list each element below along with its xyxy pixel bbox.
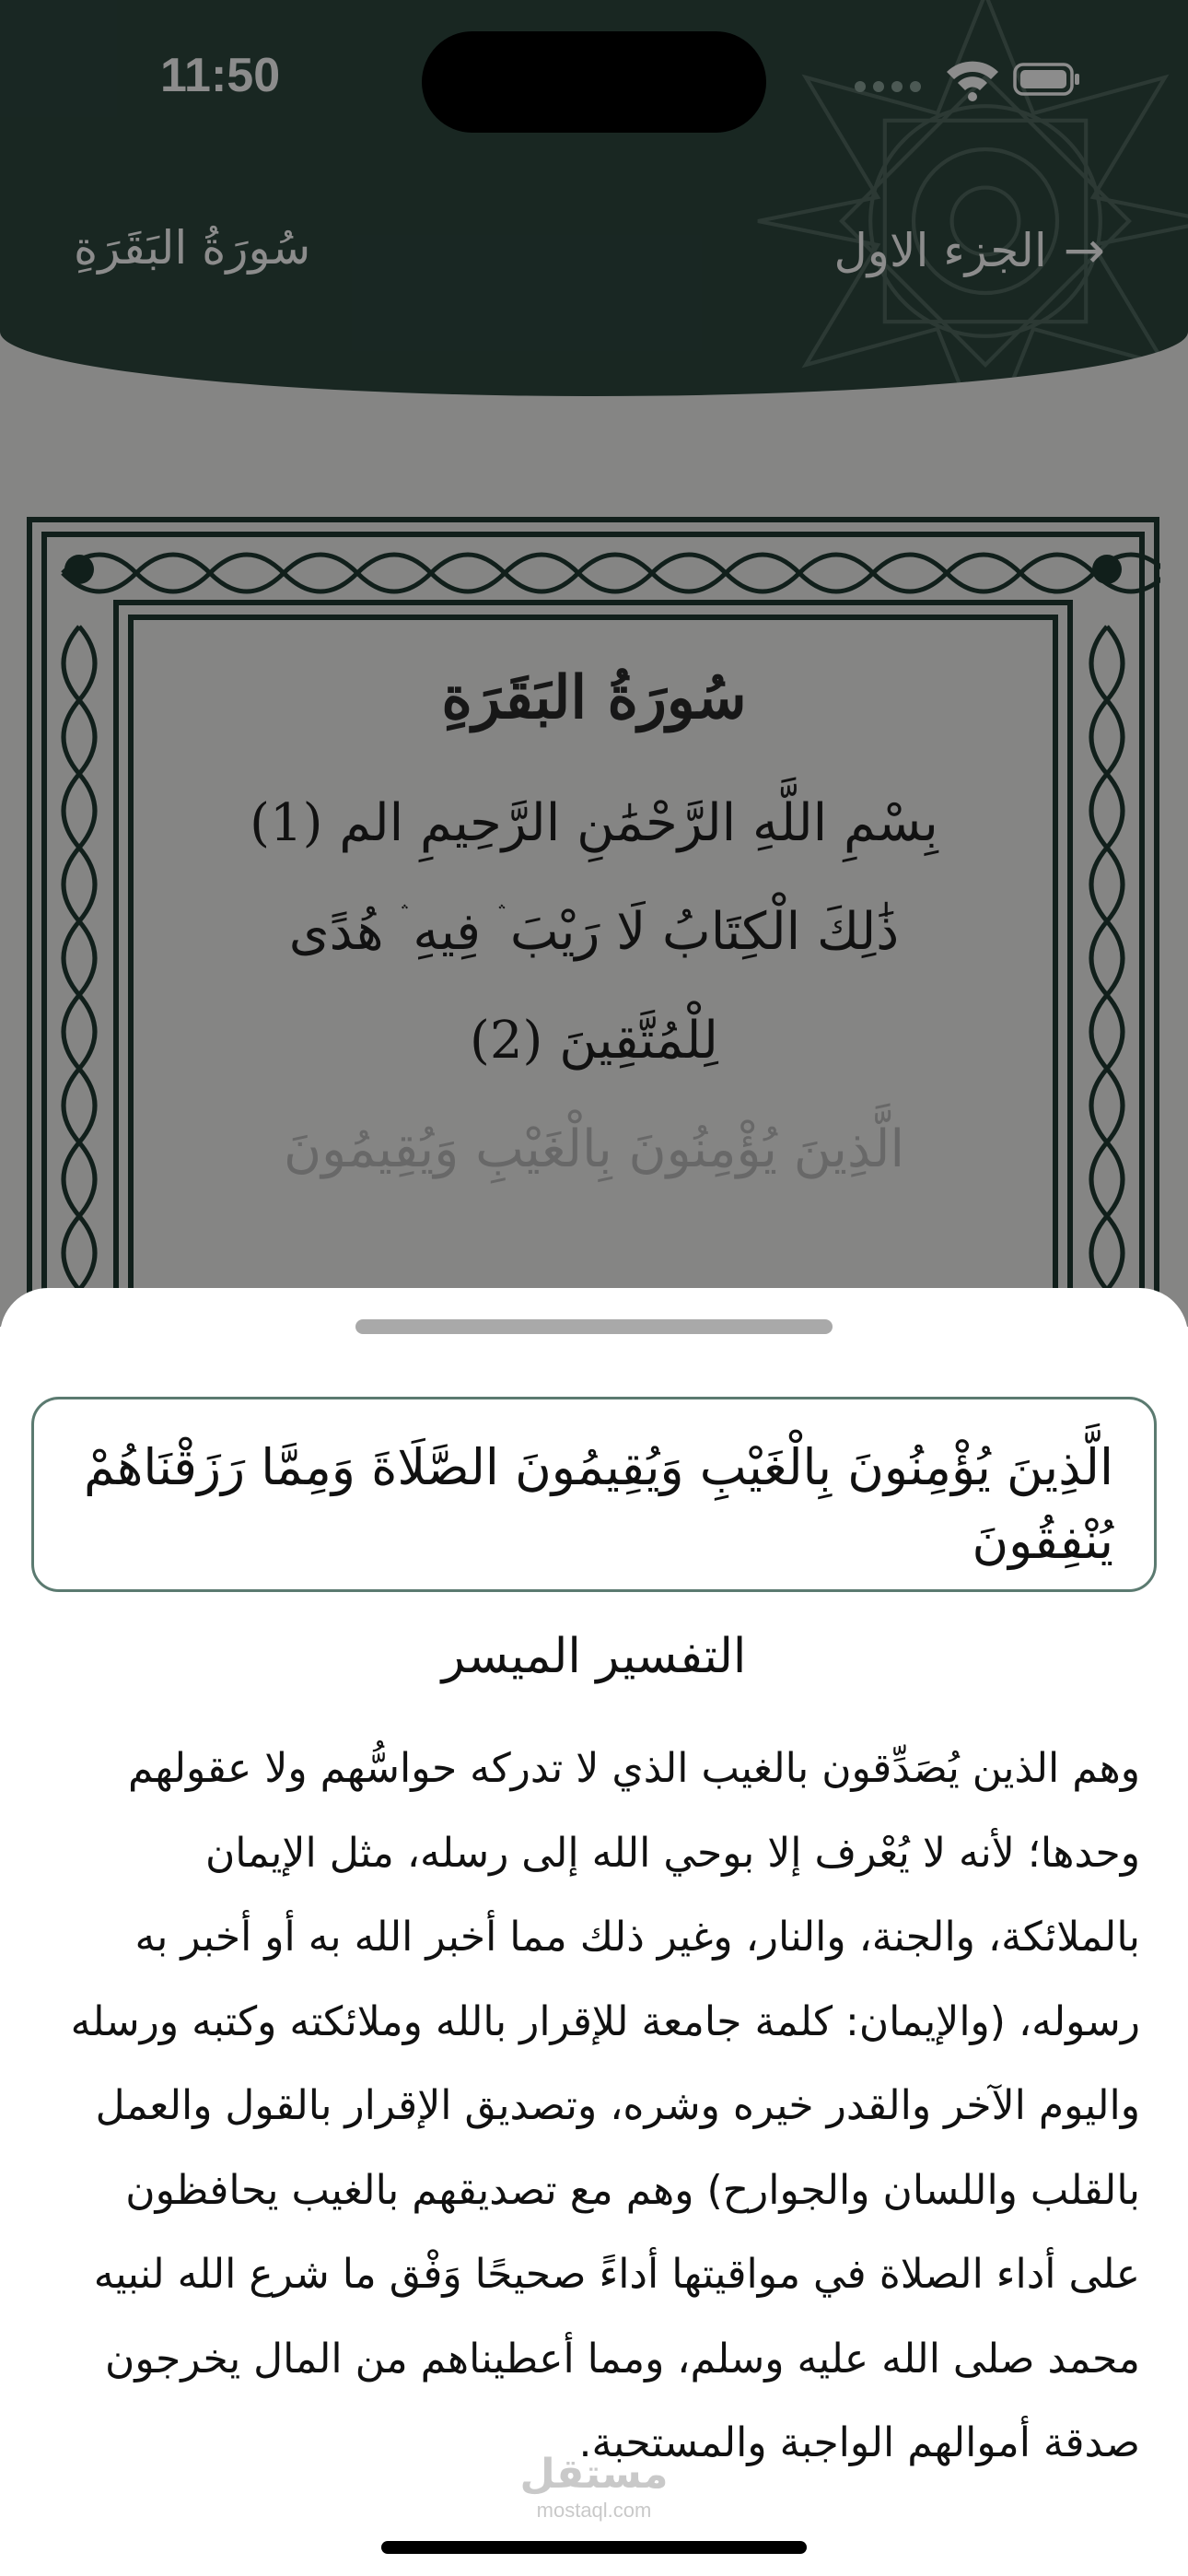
verse-line[interactable]: ذَٰلِكَ الْكِتَابُ لَا رَيْبَ ۛ فِيهِ ۛ هُدًى bbox=[288, 902, 900, 962]
verse-line[interactable]: الَّذِينَ يُؤْمِنُونَ بِالْغَيْبِ وَيُقِيمُونَ bbox=[284, 1119, 904, 1179]
header-surah-title: سُورَةُ البَقَرَةِ bbox=[74, 221, 311, 275]
sheet-grabber-handle[interactable] bbox=[355, 1319, 833, 1334]
juz-label: الجزء الاول bbox=[833, 223, 1047, 277]
tafsir-title-text: التفسير الميسر bbox=[441, 1629, 747, 1684]
watermark-latin: mostaql.com bbox=[536, 2499, 652, 2522]
tafsir-bottom-sheet bbox=[0, 1288, 1188, 2576]
tafsir-text: وهم الذين يُصَدِّقون بالغيب الذي لا تدركه حواسُّهم ولا عقولهم وحدها؛ لأنه لا يُعْرف إلا بوحي الله إلى رسله، مثل الإيمان بالملائكة، والجنة، والنار، وغير ذلك مما أخبر الله به أو أخبر به رسوله، (والإيمان: كلمة جامعة للإقرار بالله وملائكته وكتبه ورسله واليوم الآخر والقدر خيره وشره، وتصديق الإقرار بالقول والعمل بالقلب واللسان والجوارح) وهم مع تصديقهم بالغيب يحافظون على أداء الصلاة في مواقيتها أداءً صحيحًا وَفْق ما شرع الله لنبيه محمد صلى الله عليه وسلم، ومما أعطيناهم من المال يخرجون صدقة أموالهم الواجبة والمستحبة. bbox=[70, 1745, 1140, 2466]
verse-line[interactable]: بِسْمِ اللَّهِ الرَّحْمَٰنِ الرَّحِيمِ الم (1) bbox=[250, 793, 938, 853]
watermark-logo bbox=[0, 2451, 1188, 2523]
selected-ayah-card: الَّذِينَ يُؤْمِنُونَ بِالْغَيْبِ وَيُقِيمُونَ الصَّلَاةَ وَمِمَّا رَزَقْنَاهُمْ يُنْفِقُونَ bbox=[31, 1397, 1157, 1592]
arrow-right-icon: → bbox=[1063, 221, 1105, 279]
surah-heading: سُورَةُ البَقَرَةِ bbox=[441, 663, 747, 732]
tafsir-title bbox=[0, 1629, 1188, 1684]
verse-line[interactable]: لِلْمُتَّقِينَ (2) bbox=[470, 1011, 718, 1071]
home-indicator[interactable] bbox=[381, 2541, 807, 2554]
watermark-arabic: مستقل bbox=[519, 2451, 669, 2498]
status-time: 11:50 bbox=[160, 49, 281, 102]
